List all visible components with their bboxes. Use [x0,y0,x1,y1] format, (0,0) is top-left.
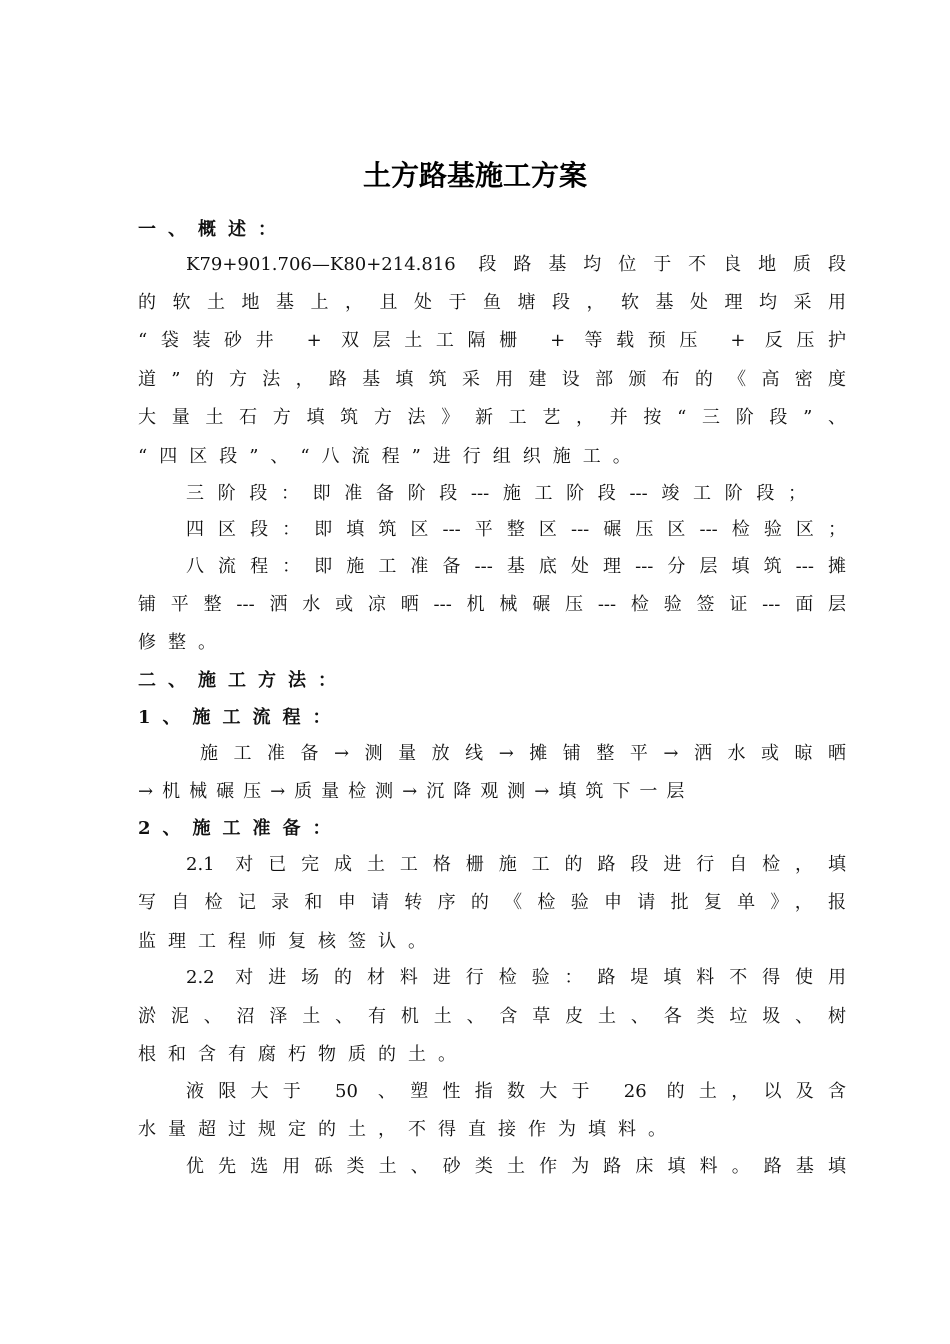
heading-process: 1、施工流程： [138,707,343,728]
paragraph-line: 2.1 对已完成土工格栅施工的路段进行自检，填 [186,854,846,875]
paragraph-line: 优先选用砾类土、砂类土作为路床填料。路基填 [186,1156,846,1177]
paragraph-line: 写自检记录和申请转序的《检验申请批复单》，报 [138,892,846,913]
paragraph-line: K79+901.706—K80+214.816 段路基均位于不良地质段 [186,254,846,275]
paragraph-line: 2.2 对进场的材料进行检验：路堤填料不得使用 [186,967,846,988]
paragraph-line: “四区段”、“八流程”进行组织施工。 [138,446,643,467]
paragraph-line: 四区段：即填筑区---平整区---碾压区---检验区； [186,519,846,540]
paragraph-line: 液限大于 50 、塑性指数大于 26 的土，以及含 [186,1081,846,1102]
paragraph-line: 施工准备→测量放线→摊铺整平→洒水或晾晒 [200,743,846,764]
paragraph-line: 监理工程师复核签认。 [138,931,438,952]
paragraph-line: 水量超过规定的土，不得直接作为填料。 [138,1119,678,1140]
paragraph-line: “袋装砂井 + 双层土工隔栅 + 等载预压 + 反压护 [138,330,846,351]
paragraph-line: 八流程：即施工准备---基底处理---分层填筑---摊 [186,556,846,577]
paragraph-line: 三阶段：即准备阶段---施工阶段---竣工阶段； [186,483,806,504]
paragraph-line: 铺平整---洒水或凉晒---机械碾压---检验签证---面层 [138,594,846,615]
paragraph-line: 的软土地基上，且处于鱼塘段，软基处理均采用 [138,292,846,313]
paragraph-line: →机械碾压→质量检测→沉降观测→填筑下一层 [138,781,694,802]
heading-overview: 一、概述： [138,219,288,240]
paragraph-line: 修整。 [138,632,228,653]
paragraph-line: 淤泥、沼泽土、有机土、含草皮土、各类垃圾、树 [138,1006,846,1027]
document-title: 土方路基施工方案 [362,159,587,192]
heading-preparation: 2、施工准备： [138,818,343,839]
paragraph-line: 大量土石方填筑方法》新工艺，并按“三阶段”、 [138,407,846,428]
paragraph-line: 道”的方法，路基填筑采用建设部颁布的《高密度 [138,369,846,390]
paragraph-line: 根和含有腐朽物质的土。 [138,1044,468,1065]
heading-method: 二、施工方法： [138,670,348,691]
